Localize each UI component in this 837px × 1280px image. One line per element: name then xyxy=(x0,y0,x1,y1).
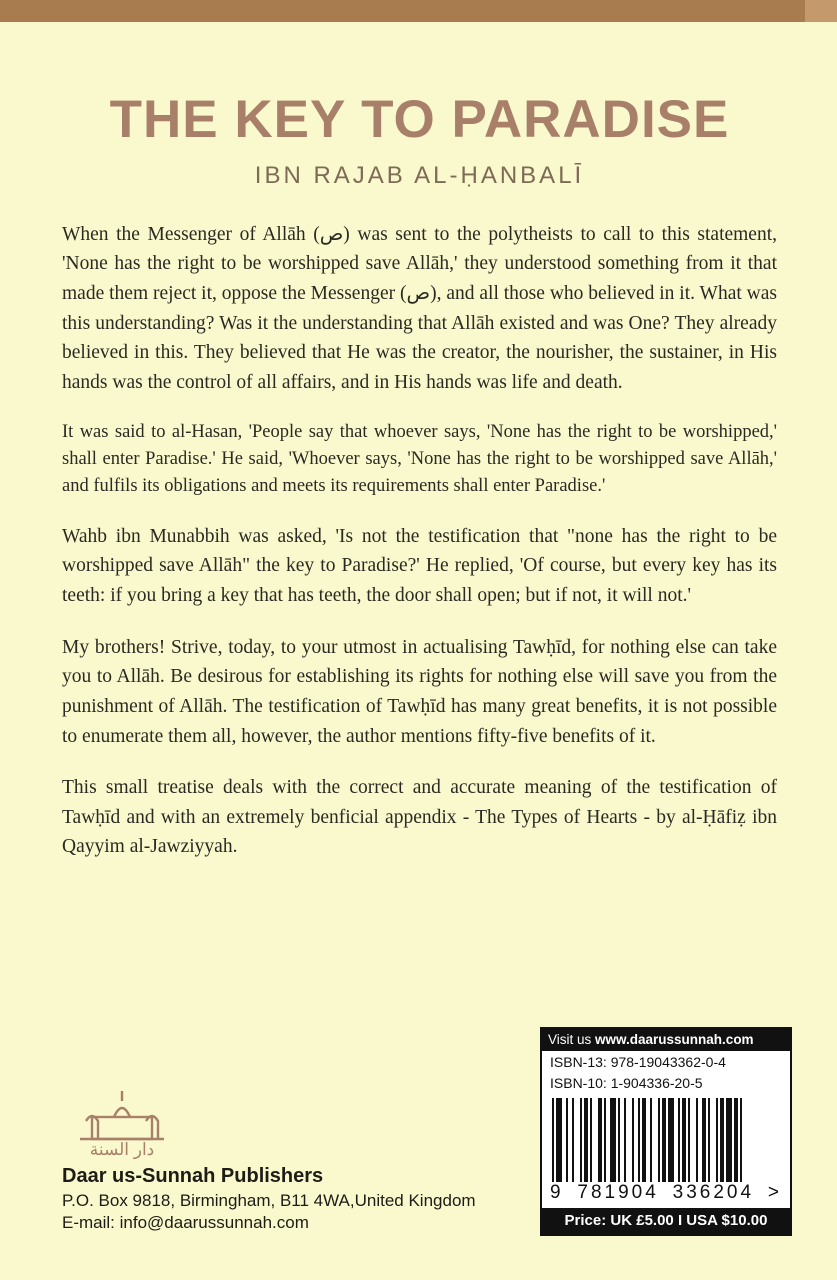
blurb-paragraph-2: It was said to al-Hasan, 'People say that whoever says, 'None has the right to be worshipped,' shall enter Paradise.' He said, 'Whoever says, 'None has the right to be worshipped save Allāh,' and fulfils its obligations and meets its requirements shall enter Paradise.' xyxy=(62,422,777,497)
blurb-paragraph-1: When the Messenger of Allāh (ص) was sent to the polytheists to call to this statement, 'None has the right to be worshipped save Allāh,' they understood something from it that made them reject it, oppose the Messenger (ص), and all those who believed in it. What was this understanding? Was it the understanding that Allāh existed and was One? They already believed in this. They believed that He was the creator, the nourisher, the sustainer, in His hands was the control of all affairs, and in His hands was life and death. xyxy=(62,223,778,393)
top-color-strip xyxy=(0,0,837,22)
blurb-paragraph-4: My brothers! Strive, today, to your utmost in actualising Tawḥīd, for nothing else can take you to Allāh. Be desirous for establishing its rights for nothing else will save you from the punishment of Allāh. The testification of Tawḥīd has many great benefits, it is not possible to enumerate them all, however, the author mentions fifty-five benefits of it. xyxy=(62,636,777,747)
publisher-address: P.O. Box 9818, Birmingham, B11 4WA,United Kingdom xyxy=(62,1191,476,1210)
blurb-paragraph-5: This small treatise deals with the correct and accurate meaning of the testification of Tawḥīd and with an extremely benficial appendix - The Types of Hearts - by al-Ḥāfiẓ ibn Qayyim al-Jawziyyah. xyxy=(62,777,777,858)
svg-text:دار السنة: دار السنة xyxy=(89,1140,155,1159)
visit-us-label: Visit us xyxy=(548,1032,596,1047)
barcode-digit-main: 781904 xyxy=(577,1182,659,1203)
price-banner: Price: UK £5.00 I USA $10.00 xyxy=(542,1208,790,1234)
top-strip-corner xyxy=(805,0,837,22)
book-author: IBN RAJAB AL-ḤANBALĪ xyxy=(254,161,585,189)
publisher-logo-icon xyxy=(62,1087,182,1159)
publisher-name: Daar us-Sunnah Publishers xyxy=(62,1165,324,1187)
barcode-block xyxy=(540,1027,792,1236)
barcode-bars xyxy=(552,1098,780,1182)
cover-content xyxy=(62,92,777,884)
isbn-13: ISBN-13: 978-19043362-0-4 xyxy=(550,1054,726,1070)
blurb-paragraph-3: Wahb ibn Munabbih was asked, 'Is not the testification that "none has the right to be worshipped save Allāh" the key to Paradise?' He replied, 'Of course, but every key has its teeth: if you bring a key that has teeth, the door shall open; but if not, it will not.' xyxy=(62,525,777,607)
isbn-10: ISBN-10: 1-904336-20-5 xyxy=(550,1074,703,1091)
barcode-digit-left: 9 xyxy=(550,1182,564,1203)
barcode-digit-right: 336204 xyxy=(672,1182,755,1203)
barcode-digits xyxy=(542,1182,790,1208)
cover-body xyxy=(0,22,837,1280)
publisher-block xyxy=(62,1087,492,1235)
page-title: THE KEY TO PARADISE xyxy=(109,90,730,149)
visit-us-banner[interactable] xyxy=(542,1029,790,1051)
barcode-digit-end: > xyxy=(767,1182,782,1203)
publisher-email[interactable]: E-mail: info@daarussunnah.com xyxy=(62,1213,309,1232)
publisher-website-url[interactable]: www.daarussunnah.com xyxy=(595,1032,754,1047)
